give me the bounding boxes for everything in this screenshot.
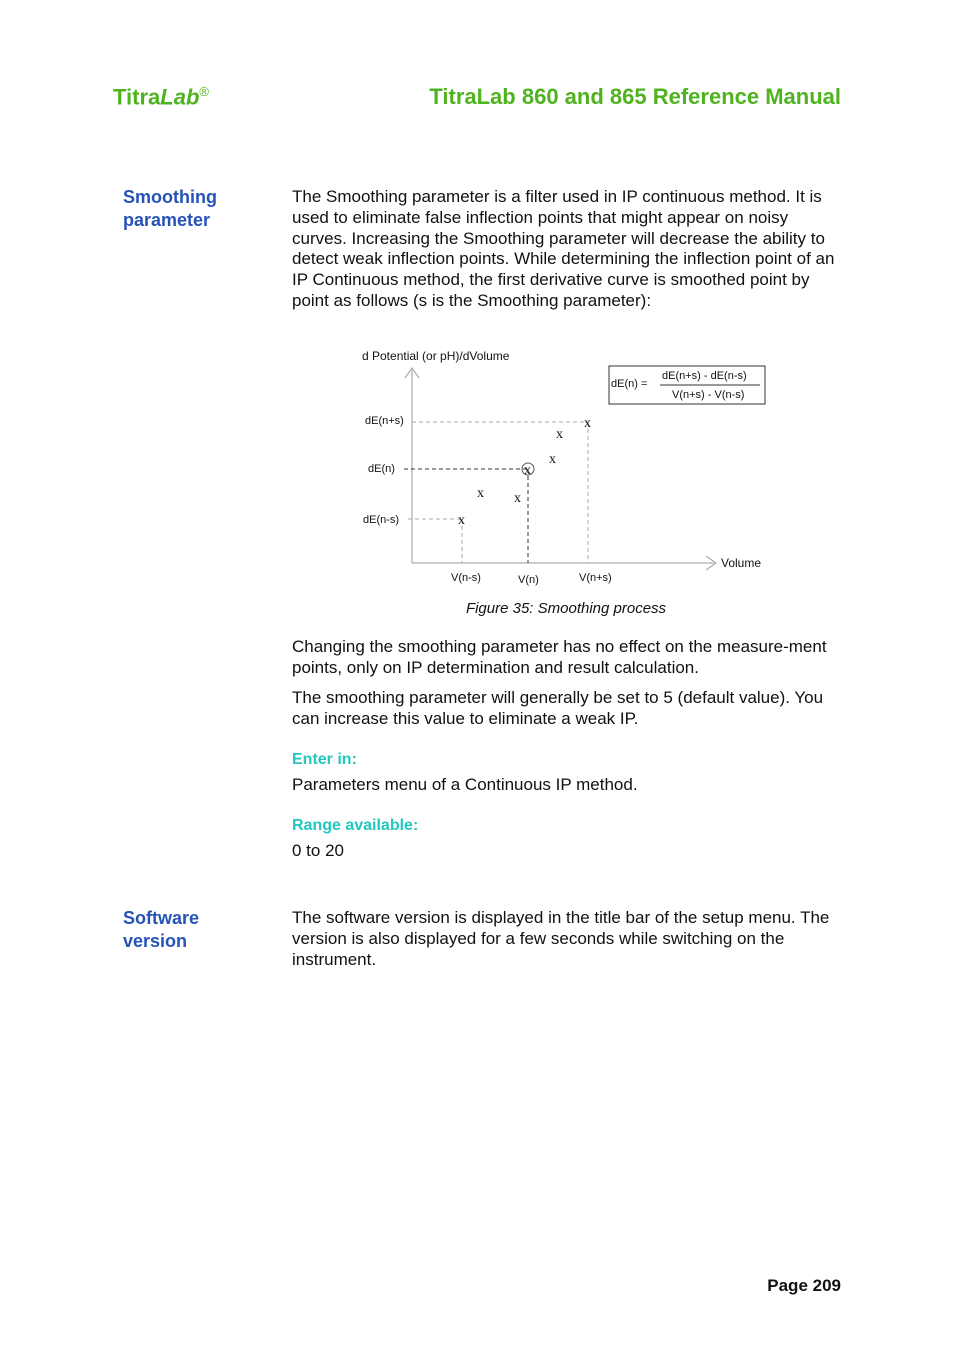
range-value: 0 to 20 <box>292 841 344 860</box>
y-tick-dE-n-minus-s: dE(n-s) <box>363 514 400 526</box>
smoothing-heading-line1: Smoothing <box>123 187 217 207</box>
y-tick-dE-n: dE(n) <box>368 463 395 475</box>
y-tick-dE-n-plus-s: dE(n+s) <box>365 415 404 427</box>
data-point-marker: x <box>584 416 591 431</box>
range-label: Range available: <box>292 817 419 834</box>
x-tick-V-n-minus-s: V(n-s) <box>451 572 481 584</box>
manual-title: TitraLab 860 and 865 Reference Manual <box>429 84 841 109</box>
x-tick-V-n-plus-s: V(n+s) <box>579 572 612 584</box>
enter-in-label: Enter in: <box>292 751 357 768</box>
smoothing-figure <box>0 0 954 640</box>
page-number: Page 209 <box>767 1276 841 1295</box>
smoothing-para2: Changing the smoothing parameter has no effect on the measure-ment points, only on IP determination and result calculation. <box>292 637 827 677</box>
software-heading <box>123 907 263 953</box>
x-tick-V-n: V(n) <box>518 574 539 586</box>
software-heading-line1: Software <box>123 908 200 928</box>
y-axis-label: d Potential (or pH)/dVolume <box>362 349 510 363</box>
brand-registered-mark: ® <box>199 84 209 99</box>
software-heading-line2: version <box>123 931 188 951</box>
enter-in-value: Parameters menu of a Continuous IP method. <box>292 775 638 794</box>
figure-caption: Figure 35: Smoothing process <box>465 600 667 617</box>
formula-lhs: dE(n) = <box>611 378 648 390</box>
smoothing-heading-line2: parameter <box>123 210 211 230</box>
formula-numerator: dE(n+s) - dE(n-s) <box>662 370 747 382</box>
data-point-marker: x <box>477 486 484 501</box>
brand-suffix: Lab <box>160 84 200 110</box>
formula-denominator: V(n+s) - V(n-s) <box>672 389 745 401</box>
data-point-marker: x <box>549 452 556 467</box>
data-point-marker: x <box>524 463 531 478</box>
smoothing-intro: The Smoothing parameter is a filter used in IP continuous method. It is used to eliminate false inflection points that might appear on noisy curves. Increasing the Smoothing parameter will decrease the ability to detect weak inflection points. While determining the inflection point of an IP Continuous method, the first derivative curve is smoothed point by point as follows (s is the Smoothing parameter): <box>292 187 835 310</box>
x-axis-label: Volume <box>721 556 762 570</box>
brand-prefix: Titra <box>113 84 161 110</box>
smoothing-para3: The smoothing parameter will generally be set to 5 (default value). You can increase this value to eliminate a weak IP. <box>292 688 824 728</box>
data-point-marker: x <box>514 491 521 506</box>
data-point-marker: x <box>458 513 465 528</box>
software-text: The software version is displayed in the title bar of the setup menu. The version is also displayed for a few seconds while switching on the instrument. <box>292 908 830 969</box>
data-point-marker: x <box>556 427 563 442</box>
